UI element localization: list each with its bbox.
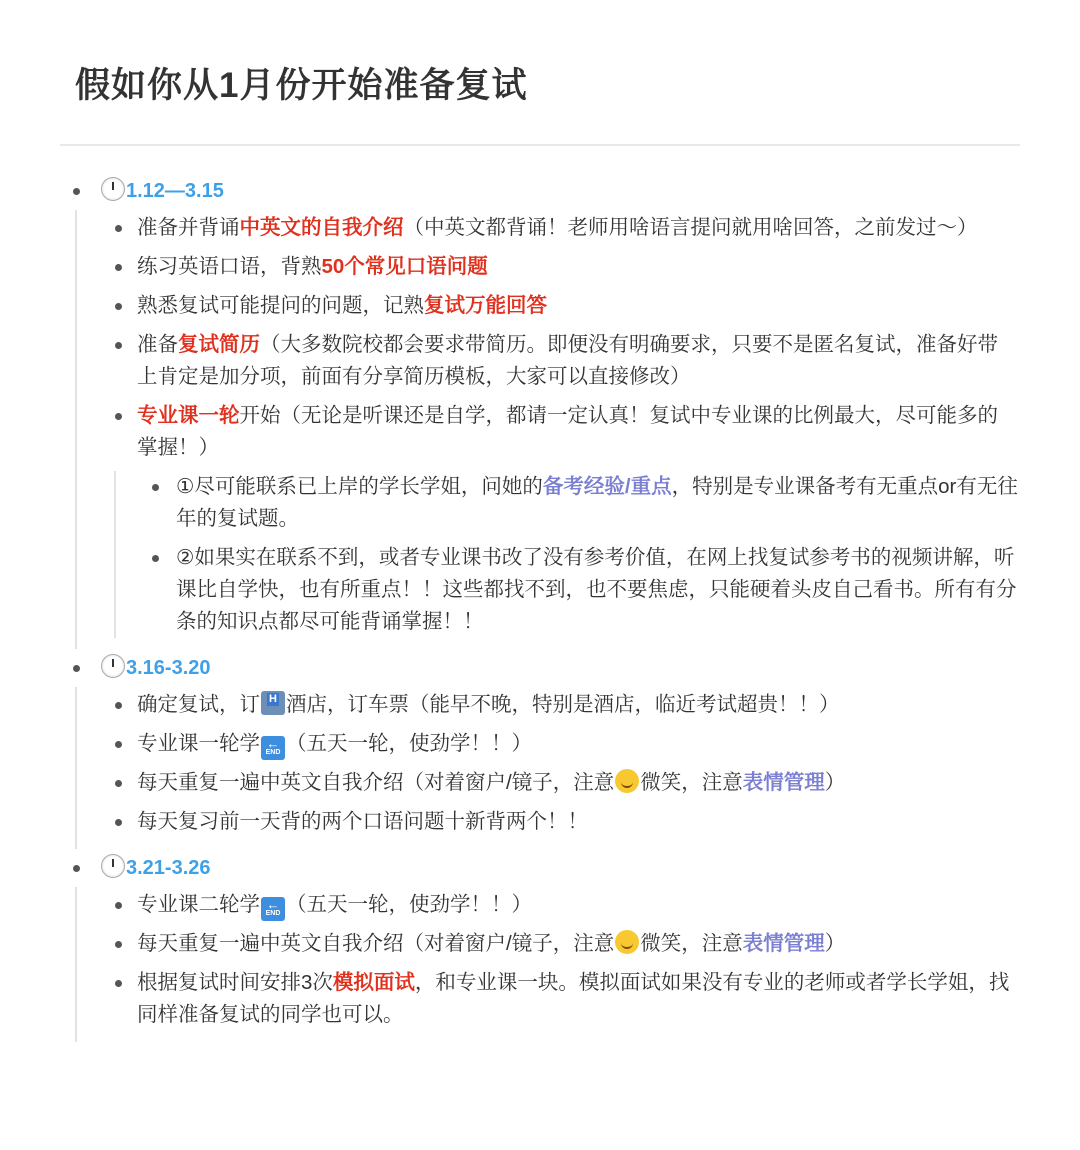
text-segment: 微笑，注意 bbox=[640, 932, 743, 955]
text-segment: 专业课二轮学 bbox=[137, 893, 260, 916]
text-segment: 练习英语口语，背熟 bbox=[137, 255, 322, 278]
group-items bbox=[75, 210, 1020, 649]
list-item bbox=[116, 471, 1020, 535]
highlight-purple: 备考经验/重点 bbox=[542, 475, 672, 498]
schedule-group bbox=[60, 649, 1020, 849]
title-divider bbox=[60, 144, 1020, 146]
item-text bbox=[137, 255, 488, 278]
text-segment: ） bbox=[824, 932, 846, 955]
bullet-icon bbox=[152, 484, 159, 491]
smile-emoji-icon bbox=[615, 930, 639, 954]
bullet-icon bbox=[73, 865, 80, 872]
bullet-icon bbox=[115, 780, 122, 787]
text-segment: ，特别是专业课备考有无重点or有无往年的复试题。 bbox=[176, 475, 1018, 530]
text-segment: （五天一轮，使劲学！！） bbox=[286, 732, 532, 755]
item-text bbox=[137, 810, 588, 833]
clock-icon bbox=[101, 177, 125, 201]
highlight-red: 专业课一轮 bbox=[137, 404, 240, 427]
bullet-icon bbox=[115, 941, 122, 948]
bullet-icon bbox=[152, 555, 159, 562]
text-segment: ①尽可能联系已上岸的学长学姐，问她的 bbox=[176, 475, 543, 498]
bullet-icon bbox=[115, 702, 122, 709]
bullet-icon bbox=[115, 819, 122, 826]
text-segment: 每天复习前一天背的两个口语问题十新背两个！！ bbox=[137, 810, 588, 833]
list-item bbox=[77, 251, 1010, 283]
text-segment: 确定复试，订 bbox=[137, 693, 260, 716]
item-text bbox=[137, 771, 845, 794]
group-header bbox=[60, 172, 1020, 210]
clock-icon bbox=[101, 854, 125, 878]
schedule-group bbox=[60, 172, 1020, 649]
item-text bbox=[137, 294, 547, 317]
bullet-icon bbox=[73, 188, 80, 195]
bullet-icon bbox=[115, 413, 122, 420]
list-item bbox=[77, 728, 1010, 760]
text-segment: 熟悉复试可能提问的问题，记熟 bbox=[137, 294, 424, 317]
text-segment: 微笑，注意 bbox=[640, 771, 743, 794]
item-text bbox=[137, 216, 978, 239]
list-item bbox=[77, 329, 1010, 393]
list-item bbox=[77, 767, 1010, 799]
list-item bbox=[77, 290, 1010, 322]
text-segment: ） bbox=[824, 771, 846, 794]
text-segment: ，和专业课一块。模拟面试如果没有专业的老师或者学长学姐，找同样准备复试的同学也可以。 bbox=[137, 971, 1010, 1026]
list-item bbox=[77, 967, 1010, 1031]
list-item bbox=[77, 806, 1010, 838]
hotel-emoji-icon bbox=[261, 691, 285, 715]
item-text bbox=[137, 693, 840, 716]
highlight-red: 中英文的自我介绍 bbox=[239, 216, 404, 239]
bullet-icon bbox=[115, 303, 122, 310]
item-text bbox=[176, 546, 1017, 633]
text-segment: 酒店，订车票（能早不晚，特别是酒店，临近考试超贵！！） bbox=[286, 693, 840, 716]
bullet-icon bbox=[115, 342, 122, 349]
list-item bbox=[77, 889, 1010, 921]
period-label: 3.21-3.26 bbox=[126, 857, 211, 879]
schedule-group bbox=[60, 849, 1020, 1042]
item-text bbox=[176, 475, 1018, 530]
list-item bbox=[77, 212, 1010, 244]
page-title: 假如你从1月份开始准备复试 bbox=[75, 66, 528, 105]
text-segment: 每天重复一遍中英文自我介绍（对着窗户/镜子，注意 bbox=[137, 932, 615, 955]
highlight-red: 模拟面试 bbox=[332, 971, 415, 994]
period-label: 3.16-3.20 bbox=[126, 657, 211, 679]
text-segment: 准备并背诵 bbox=[137, 216, 240, 239]
clock-icon bbox=[101, 654, 125, 678]
list-item bbox=[116, 542, 1020, 638]
period-label: 1.12—3.15 bbox=[126, 180, 224, 202]
highlight-red: 复试简历 bbox=[178, 333, 260, 356]
text-segment: 准备 bbox=[137, 333, 178, 356]
bullet-icon bbox=[115, 980, 122, 987]
text-segment: 每天重复一遍中英文自我介绍（对着窗户/镜子，注意 bbox=[137, 771, 615, 794]
text-segment: （大多数院校都会要求带简历。即便没有明确要求，只要不是匿名复试，准备好带上肯定是加分项，前面有分享简历模板，大家可以直接修改） bbox=[137, 333, 998, 388]
smile-emoji-icon bbox=[615, 769, 639, 793]
group-items bbox=[75, 687, 1020, 849]
group-items bbox=[75, 887, 1020, 1042]
list-item bbox=[77, 689, 1010, 721]
schedule-list bbox=[60, 172, 1020, 1042]
group-header bbox=[60, 849, 1020, 887]
item-text bbox=[137, 971, 1009, 1026]
item-text bbox=[137, 732, 532, 755]
list-item bbox=[77, 400, 1010, 464]
text-segment: 开始（无论是听课还是自学，都请一定认真！复试中专业课的比例最大，尽可能多的掌握！） bbox=[137, 404, 998, 459]
text-segment: 专业课一轮学 bbox=[137, 732, 260, 755]
group-header bbox=[60, 649, 1020, 687]
bullet-icon bbox=[115, 741, 122, 748]
text-segment: （中英文都背诵！老师用啥语言提问就用啥回答，之前发过～） bbox=[403, 216, 978, 239]
end-emoji-icon: ← END bbox=[261, 736, 285, 760]
end-emoji-icon: ← END bbox=[261, 897, 285, 921]
item-text bbox=[137, 404, 998, 459]
text-segment: 根据复试时间安排3次 bbox=[137, 971, 333, 994]
bullet-icon bbox=[115, 902, 122, 909]
item-text bbox=[137, 893, 532, 916]
bullet-icon bbox=[73, 665, 80, 672]
bullet-icon bbox=[115, 264, 122, 271]
text-segment: （五天一轮，使劲学！！） bbox=[286, 893, 532, 916]
sub-list bbox=[114, 471, 1020, 638]
item-text bbox=[137, 333, 998, 388]
highlight-purple: 表情管理 bbox=[742, 771, 825, 794]
highlight-red: 50个常见口语问题 bbox=[321, 255, 488, 278]
list-item bbox=[77, 928, 1010, 960]
bullet-icon bbox=[115, 225, 122, 232]
highlight-red: 复试万能回答 bbox=[424, 294, 547, 317]
text-segment: ②如果实在联系不到，或者专业课书改了没有参考价值，在网上找复试参考书的视频讲解，听课比自学快，也有所重点！！这些都找不到，也不要焦虑，只能硬着头皮自己看书。所有有分条的知识点都尽可能背诵掌握！！ bbox=[176, 546, 1017, 633]
highlight-purple: 表情管理 bbox=[742, 932, 825, 955]
item-text bbox=[137, 932, 845, 955]
